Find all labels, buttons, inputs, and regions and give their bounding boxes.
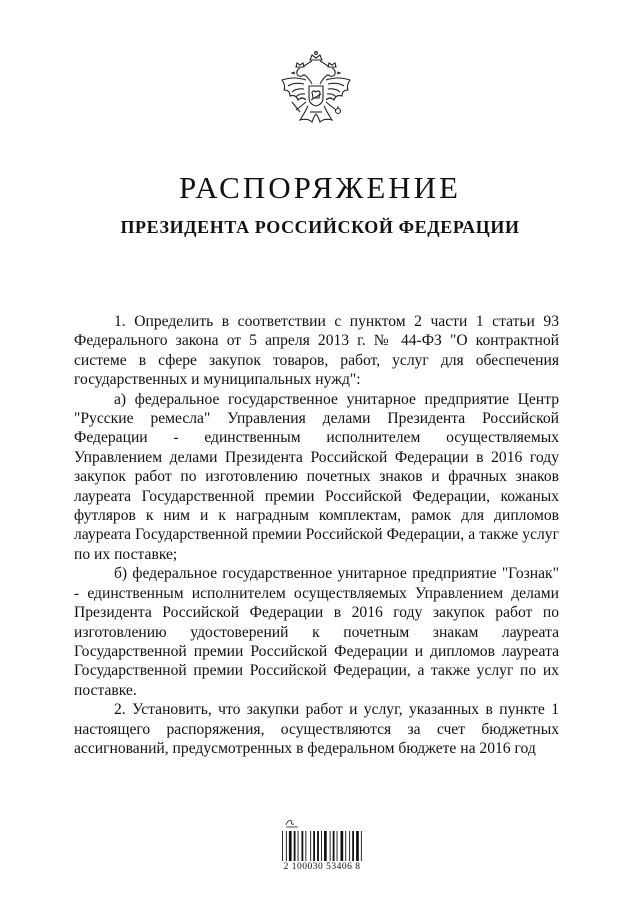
paragraph-2: 2. Установить, что закупки работ и услуг, указанных в пункте 1 настоящего распоряжения, осуществляются за счет бюджетных ассигнований, предусмотренных в федеральном бюджете на 2016 год bbox=[74, 701, 559, 757]
paragraph-1b: б) федеральное государственное унитарное предприятие "Гознак" - единственным исполнителем осуществляемых Управлением делами Президента Российской Федерации в 2016 году закупок работ по изготовлению удостоверений к почетным знакам лауреата Государственной премии Российской Федерации и дипломов лауреата Государственной премии Российской Федерации, а также услуг по их поставке. bbox=[74, 565, 559, 699]
document-subtitle: ПРЕЗИДЕНТА РОССИЙСКОЙ ФЕДЕРАЦИИ bbox=[120, 217, 520, 237]
document-body bbox=[74, 312, 559, 758]
barcode-number: 2 100030 53406 8 bbox=[283, 862, 361, 872]
paragraph-1: 1. Определить в соответствии с пунктом 2 части 1 статьи 93 Федерального закона от 5 апреля 2013 г. № 44-ФЗ "О контрактной системе в сфере закупок товаров, работ, услуг для обеспечения государственных и муниципальных нужд": bbox=[74, 313, 559, 389]
russian-coat-of-arms-icon bbox=[276, 50, 356, 138]
barcode-icon bbox=[268, 815, 378, 883]
paragraph-1a: а) федеральное государственное унитарное предприятие Центр "Русские ремесла" Управления делами Президента Российской Федерации - единственным исполнителем осуществляемых Управлением делами Президента Российской Федерации в 2016 году закупок работ по изготовлению почетных знаков и фрачных знаков лауреата Государственной премии Российской Федерации, кожаных футляров к ним и к наградным комплектам, рамок для дипломов лауреата Государственной премии Российской Федерации, а также услуг по их поставке; bbox=[74, 390, 559, 563]
document-title: РАСПОРЯЖЕНИЕ bbox=[179, 170, 461, 205]
